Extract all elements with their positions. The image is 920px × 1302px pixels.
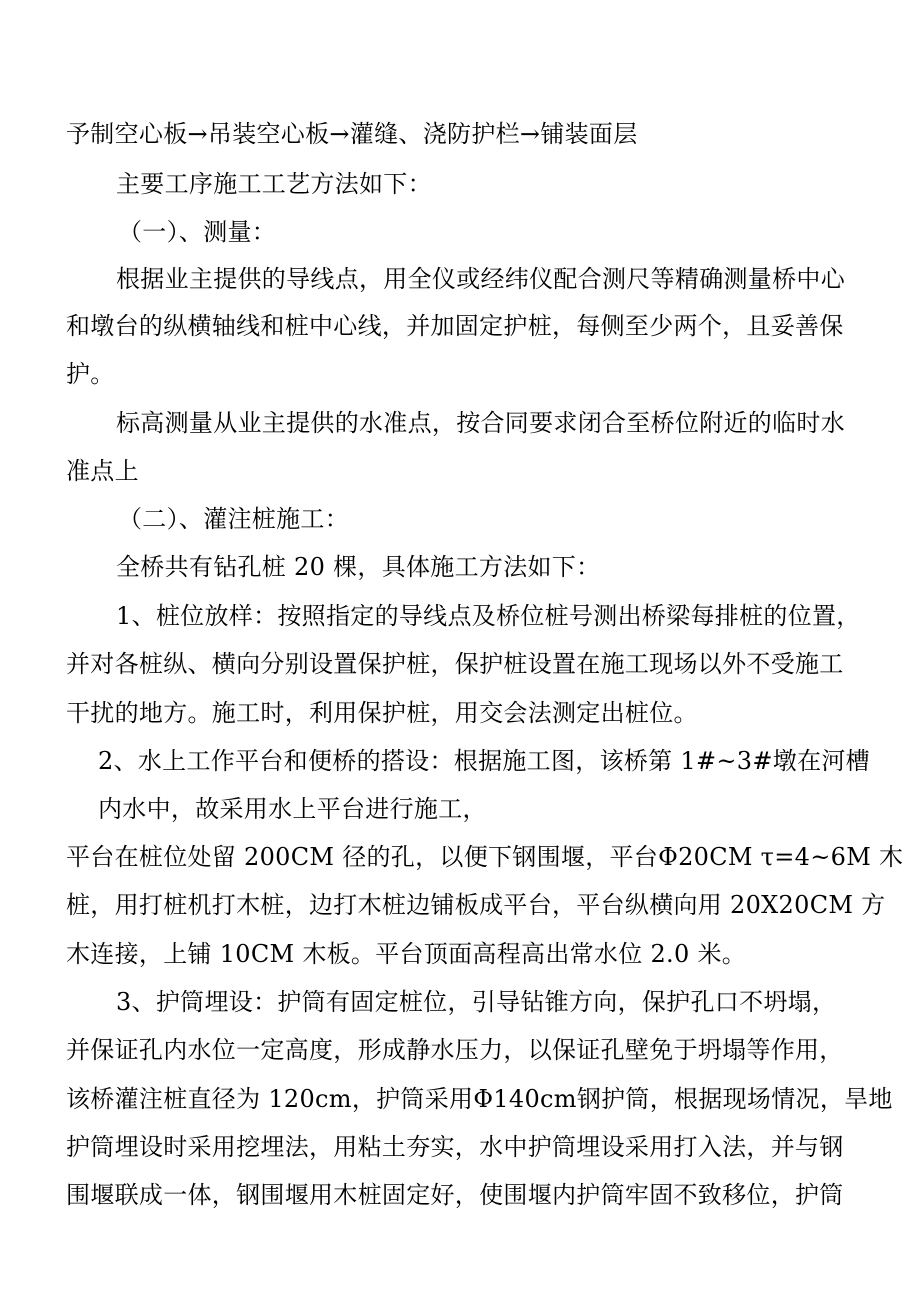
paragraph-line: 并保证孔内水位一定高度，形成静水压力，以保证孔壁免于坍塌等作用， xyxy=(66,1036,844,1064)
paragraph-line: 围堰联成一体，钢围堰用木桩固定好，使围堰内护筒牢固不致移位，护筒 xyxy=(66,1181,844,1209)
paragraph-line: 2、水上工作平台和便桥的搭设：根据施工图，该桥第 1#~3#墩在河槽 xyxy=(98,747,870,775)
section-intro: 主要工序施工工艺方法如下： xyxy=(116,170,432,198)
paragraph-line: 该桥灌注桩直径为 120cm，护筒采用Φ140cm钢护筒，根据现场情况，旱地 xyxy=(66,1085,893,1113)
paragraph-line: 1、桩位放样：按照指定的导线点及桥位桩号测出桥梁每排桩的位置， xyxy=(116,602,861,630)
heading-survey: （一）、测量： xyxy=(118,218,277,246)
paragraph-line: 3、护筒埋设：护筒有固定桩位，引导钻锥方向，保护孔口不坍塌， xyxy=(116,988,837,1016)
paragraph-line: 内水中，故采用水上平台进行施工， xyxy=(98,795,487,823)
paragraph-line: 护筒埋设时采用挖埋法，用粘土夯实，水中护筒埋设采用打入法，并与钢 xyxy=(66,1133,844,1161)
paragraph-line: 根据业主提供的导线点，用全仪或经纬仪配合测尺等精确测量桥中心 xyxy=(116,265,845,293)
paragraph-line: 并对各桩纵、横向分别设置保护桩，保护桩设置在施工现场以外不受施工 xyxy=(66,650,844,678)
paragraph-line: 准点上 xyxy=(66,457,139,485)
paragraph-line: 木连接，上铺 10CM 木板。平台顶面高程高出常水位 2.0 米。 xyxy=(66,940,747,968)
paragraph-line: 全桥共有钻孔桩 20 棵，具体施工方法如下： xyxy=(116,553,601,581)
paragraph-line: 桩，用打桩机打木桩，边打木桩边铺板成平台，平台纵横向用 20X20CM 方 xyxy=(66,891,886,919)
process-flow-line: 予制空心板→吊装空心板→灌缝、浇防护栏→铺装面层 xyxy=(66,120,638,148)
paragraph-line: 平台在桩位处留 200CM 径的孔，以便下钢围堰，平台Φ20CM τ=4~6M 木 xyxy=(66,843,904,871)
paragraph-line: 护。 xyxy=(66,360,115,388)
heading-bored-pile: （二）、灌注桩施工： xyxy=(118,505,349,533)
paragraph-line: 干扰的地方。施工时，利用保护桩，用交会法测定出桩位。 xyxy=(66,699,698,727)
paragraph-line: 标高测量从业主提供的水准点，按合同要求闭合至桥位附近的临时水 xyxy=(116,409,845,437)
paragraph-line: 和墩台的纵横轴线和桩中心线，并加固定护桩，每侧至少两个，且妥善保 xyxy=(66,312,844,340)
